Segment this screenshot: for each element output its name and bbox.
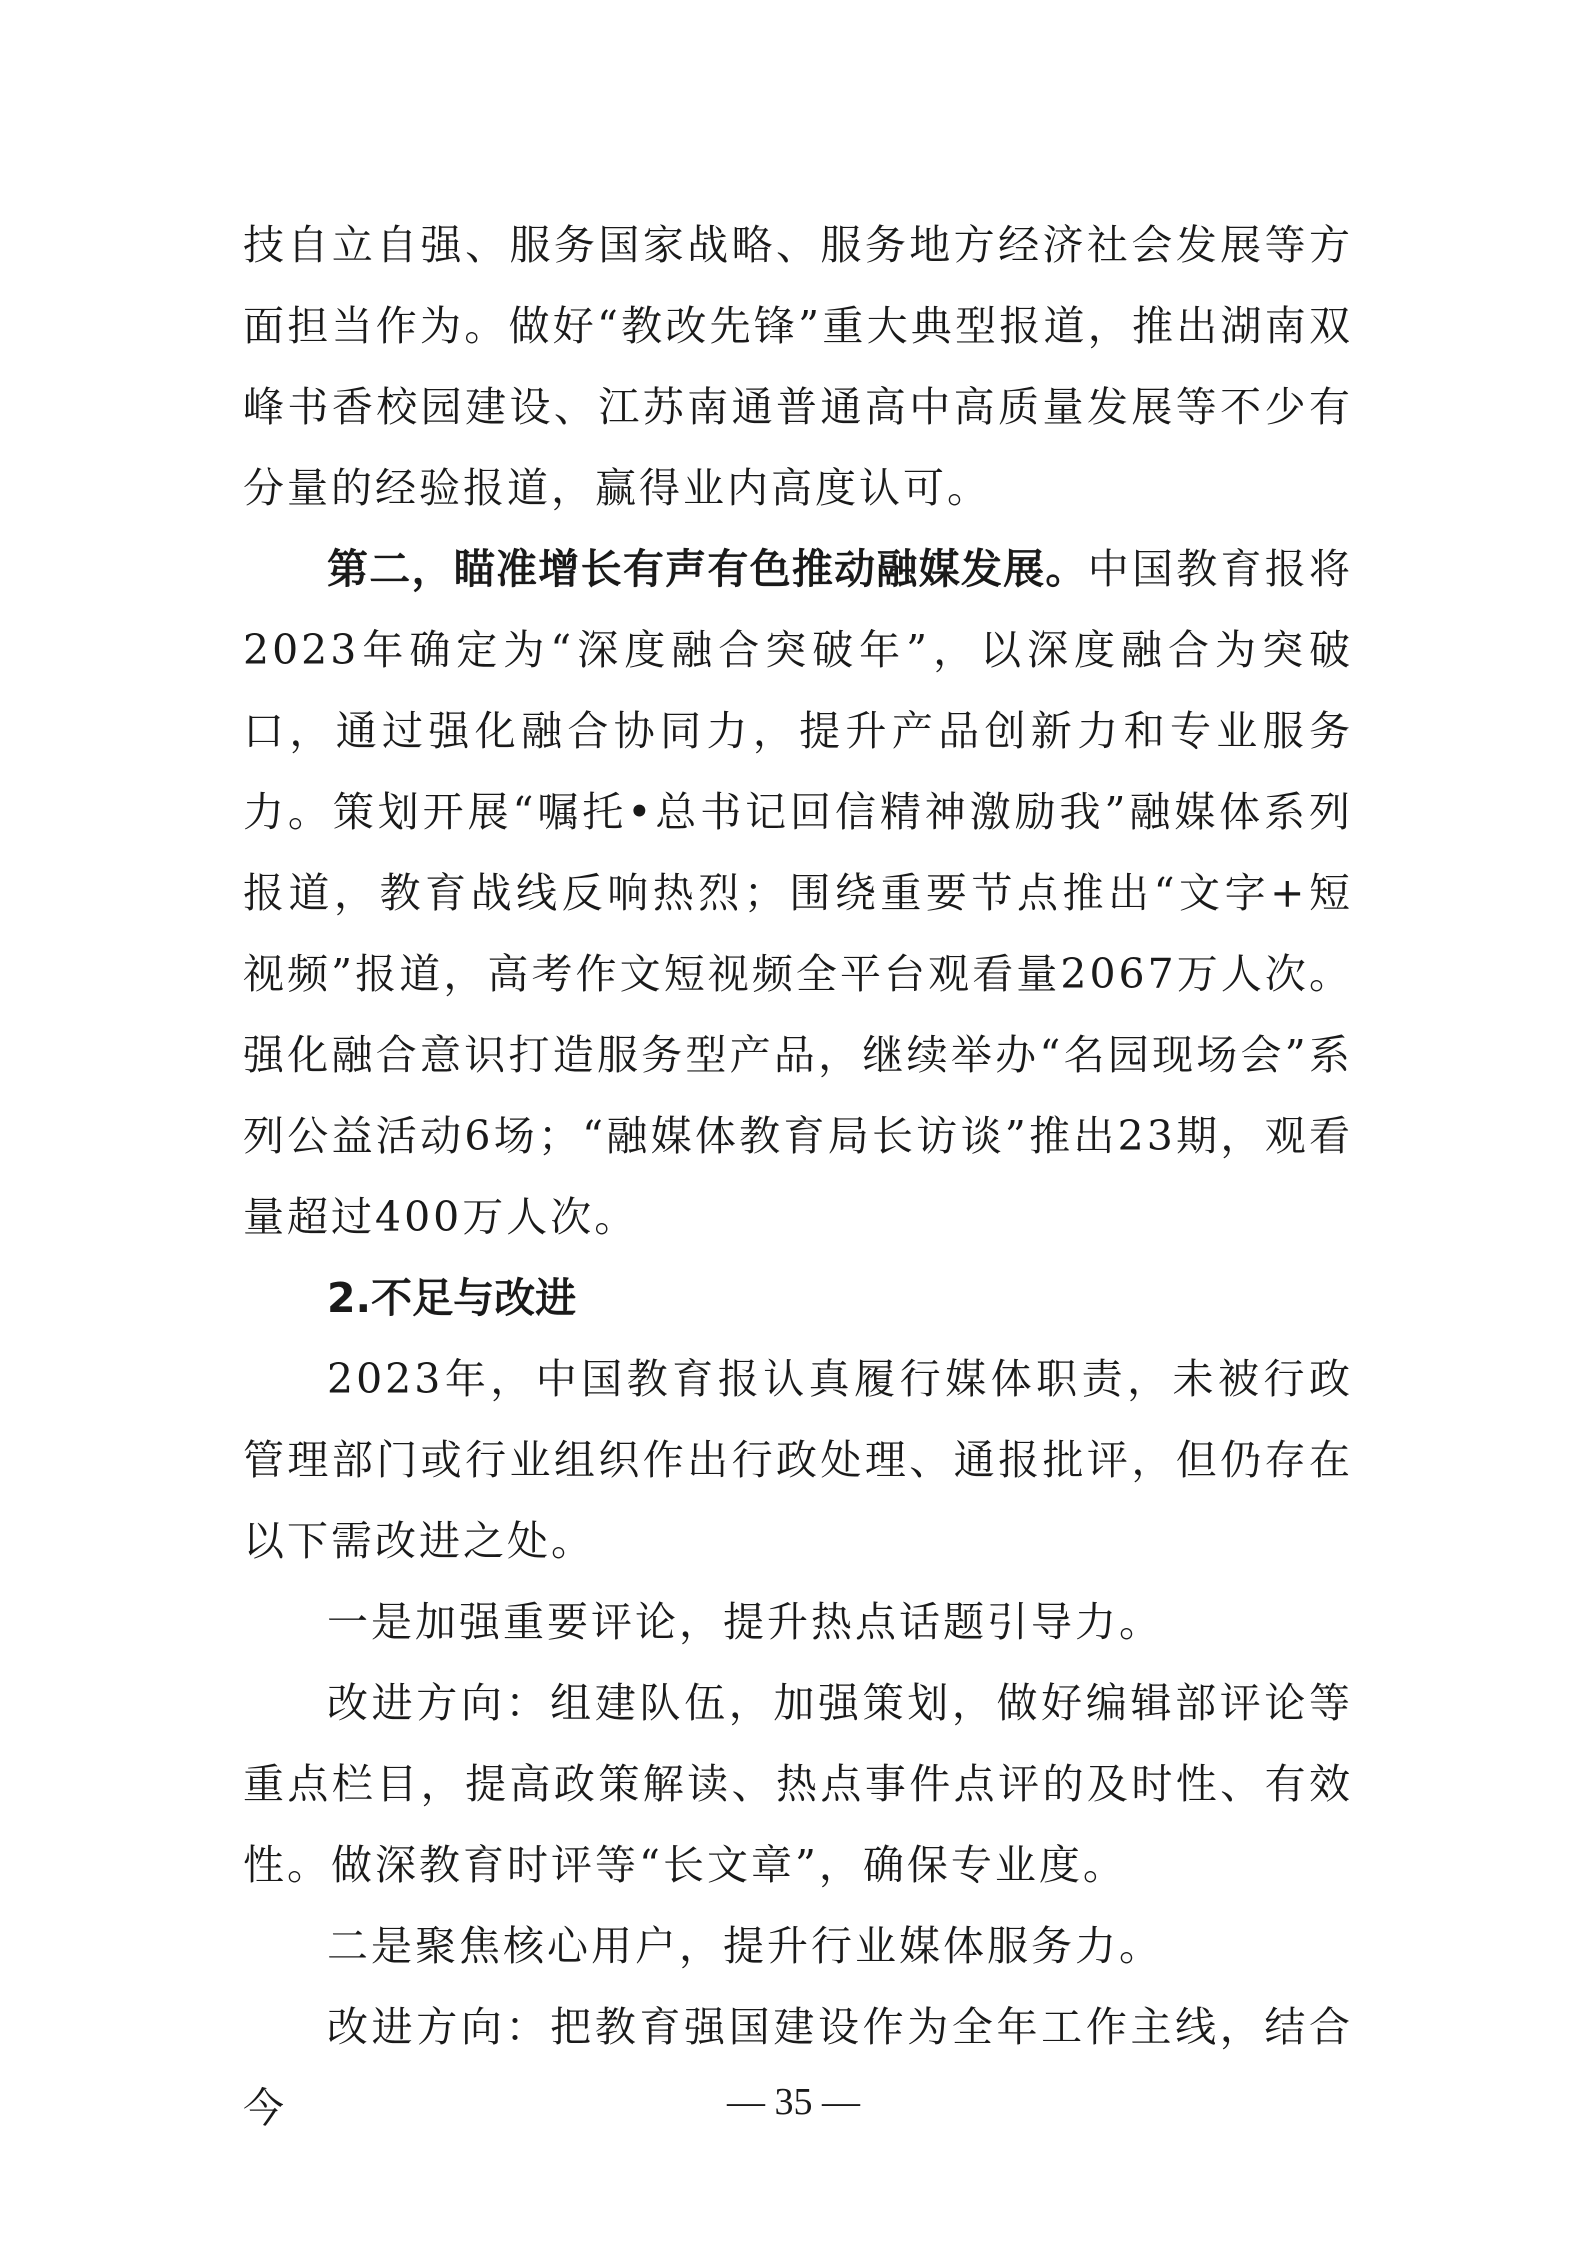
paragraph-point-two: 二是聚焦核心用户，提升行业媒体服务力。 — [327, 1922, 1163, 1970]
paragraph-lead-bold: 第二，瞄准增长有声有色推动融媒发展。 — [327, 545, 1088, 593]
document-body — [243, 205, 1353, 2149]
paragraph-point-one: 一是加强重要评论，提升热点话题引导力。 — [327, 1598, 1163, 1646]
paragraph-body: 中国教育报将2023年确定为“深度融合突破年”，以深度融合为突破口，通过强化融合协同力，提升产品创新力和专业服务力。策划开展“嘱托•总书记回信精神激励我”融媒体系列报道，教育战线反响热烈；围绕重要节点推出“文字+短视频”报道，高考作文短视频全平台观看量2067万人次。强化融合意识打造服务型产品，继续举办“名园现场会”系列公益活动6场；“融媒体教育局长访谈”推出23期，观看量超过400万人次。 — [243, 545, 1354, 1241]
paragraph-continuation: 技自立自强、服务国家战略、服务地方经济社会发展等方面担当作为。做好“教改先锋”重大典型报道，推出湖南双峰书香校园建设、江苏南通普通高中高质量发展等不少有分量的经验报道，赢得业内高度认可。 — [243, 221, 1353, 512]
paragraph-media-development — [243, 529, 1353, 1258]
paragraph-improvement-one: 改进方向：组建队伍，加强策划，做好编辑部评论等重点栏目，提高政策解读、热点事件点评的及时性、有效性。做深教育时评等“长文章”，确保专业度。 — [243, 1679, 1353, 1889]
paragraph-improvement-two: 改进方向：把教育强国建设作为全年工作主线，结合今 — [243, 2003, 1353, 2132]
section-heading: 2.不足与改进 — [327, 1274, 577, 1322]
paragraph-intro: 2023年，中国教育报认真履行媒体职责，未被行政管理部门或行业组织作出行政处理、通报批评，但仍存在以下需改进之处。 — [243, 1355, 1353, 1565]
page-number: — 35 — — [727, 2081, 860, 2123]
